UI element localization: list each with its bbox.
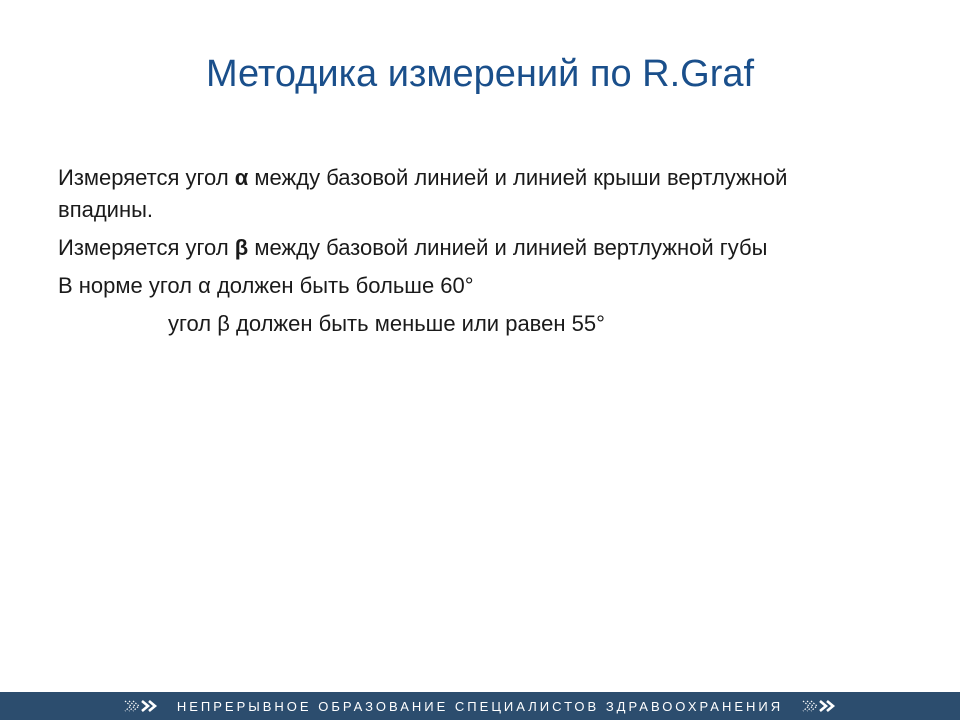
- norm-alpha-line: В норме угол α должен быть больше 60°: [58, 273, 474, 298]
- double-chevron-right-icon: [801, 699, 837, 713]
- paragraph-beta-suffix: между базовой линией и линией вертлужной губы: [248, 235, 768, 260]
- double-chevron-right-icon: [123, 699, 159, 713]
- alpha-symbol: α: [234, 165, 249, 190]
- footer-text: НЕПРЕРЫВНОЕ ОБРАЗОВАНИЕ СПЕЦИАЛИСТОВ ЗДРАВООХРАНЕНИЯ: [176, 698, 784, 714]
- paragraph-alpha: [58, 162, 878, 226]
- slide-title: Методика измерений по R.Graf: [205, 53, 755, 95]
- footer-bar: [0, 692, 960, 720]
- paragraph-alpha-prefix: Измеряется угол: [58, 165, 235, 190]
- norm-beta-line: угол β должен быть меньше или равен 55°: [168, 311, 605, 336]
- paragraph-beta: [58, 232, 878, 264]
- beta-symbol: β: [234, 235, 249, 260]
- paragraph-alpha-suffix: между базовой линией и линией крыши вертлужной впадины.: [58, 165, 788, 222]
- slide-body: [58, 162, 878, 346]
- paragraph-beta-prefix: Измеряется угол: [58, 235, 235, 260]
